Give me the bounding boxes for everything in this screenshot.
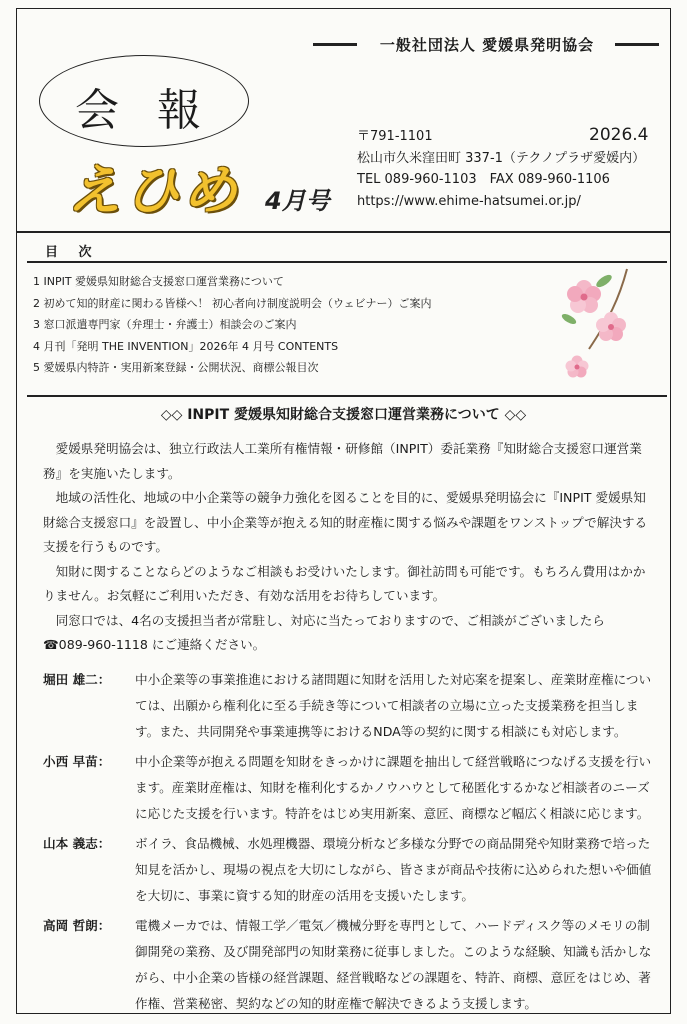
article-paragraph: 同窓口では、4名の支援担当者が常駐し、対応に当たっておりますので、ご相談がございましたら	[55, 612, 605, 628]
staff-description: 中小企業等の事業推進における諸問題に知財を活用した対応案を提案し、産業財産権については、出願から権利化に至る手続き等について相談者の立場に立った支援業務を担当します。また、共同開発や事業連携等におけるNDA等の契約に関する相談にも対応します。	[135, 672, 652, 739]
toc-item: 4 月刊「発明 THE INVENTION」2026年 4 月号 CONTENTS	[33, 339, 339, 353]
article-title: ◇◇ INPIT 愛媛県知財総合支援窓口運営業務について ◇◇	[160, 407, 527, 423]
toc-divider-bottom	[27, 395, 667, 397]
toc-item: 2 初めて知的財産に関わる皆様へ！ 初心者向け制度説明会（ウェビナー）ご案内	[33, 296, 432, 310]
organization-line	[305, 34, 665, 54]
website-url[interactable]: https://www.ehime-hatsumei.or.jp/	[357, 194, 581, 209]
issue-date: 2026.4	[589, 125, 649, 145]
staff-name: 堀田 雄二：	[43, 672, 111, 687]
issue-month: 4月号	[265, 187, 330, 215]
staff-description: ボイラ、食品機械、水処理機器、環境分析など多様な分野での商品開発や知財業務で培った知見を活かし、現場の視点を大切にしながら、皆さまが商品や技術に込められた想いや価値を大切に、事業に資する知的財産の活用を支援いたします。	[135, 836, 652, 903]
staff-name: 小西 早苗：	[43, 754, 111, 769]
postal-code: 〒791-1101	[357, 129, 433, 144]
decorative-bar-right	[615, 43, 659, 46]
tel-fax: TEL 089-960-1103 FAX 089-960-1106	[357, 172, 610, 187]
staff-entry	[43, 831, 661, 909]
article-paragraph: 知財に関することならどのようなご相談もお受けいたします。御社訪問も可能です。もちろん費用はかかりません。お気軽にご利用いただき、有効な活用をお待ちしています。	[43, 563, 646, 603]
toc-item: 5 愛媛県内特許・実用新案登録・公開状況、商標公報目次	[33, 361, 319, 374]
article-body	[43, 437, 657, 658]
staff-description: 電機メーカでは、情報工学／電気／機械分野を専門として、ハードディスク等のメモリの制御開発の業務、及び開発部門の知財業務に従事しました。このような経験、知識も活かしながら、中小企業の皆様の経営課題、経営戦略などの課題を、特許、商標、意匠をはじめ、著作権、営業秘密、契約などの知的財産権で解決できるよう支援します。	[135, 918, 652, 1011]
bulletin-label: 会 報	[75, 85, 213, 136]
decorative-bar-left	[313, 43, 357, 46]
staff-description: 中小企業等が抱える問題を知財をきっかけに課題を抽出して経営戦略につなげる支援を行います。産業財産権は、知財を権利化するかノウハウとして秘匿化するかなど相談者のニーズに応じた支援を行います。特許をはじめ実用新案、意匠、商標など幅広く相談に応じます。	[135, 754, 652, 821]
staff-name: 山本 義志：	[43, 836, 111, 851]
bulletin-oval	[39, 55, 249, 147]
organization-name: 一般社団法人 愛媛県発明協会	[379, 36, 595, 54]
masthead-divider	[17, 231, 670, 233]
newsletter-title: えひめ	[67, 159, 241, 222]
toc-item: 3 窓口派遣専門家（弁理士・弁護士）相談会のご案内	[33, 318, 297, 331]
toc-item: 1 INPIT 愛媛県知財総合支援窓口運営業務について	[33, 275, 284, 288]
article-paragraph: 地域の活性化、地域の中小企業等の競争力強化を図ることを目的に、愛媛県発明協会に『INPIT 愛媛県知財総合支援窓口』を設置し、中小企業等が抱える知的財産権に関する悩みや課題をワンストップで解決する支援を行うものです。	[43, 490, 648, 554]
article-paragraph: 愛媛県発明協会は、独立行政法人工業所有権情報・研修館（INPIT）委託業務『知財総合支援窓口運営業務』を実施いたします。	[43, 441, 642, 481]
staff-entry	[43, 667, 661, 745]
address: 松山市久米窪田町 337-1（テクノプラザ愛媛内）	[357, 151, 646, 166]
toc-list	[33, 271, 432, 379]
cherry-blossom-illustration	[549, 259, 639, 389]
toc-heading: 目 次	[45, 245, 100, 260]
staff-entry	[43, 749, 661, 827]
contact-phone: ☎089-960-1118 にご連絡ください。	[43, 637, 266, 652]
masthead	[17, 9, 672, 231]
staff-name: 高岡 哲朗：	[43, 918, 111, 933]
page-frame	[16, 8, 671, 1014]
staff-entry	[43, 913, 661, 1017]
